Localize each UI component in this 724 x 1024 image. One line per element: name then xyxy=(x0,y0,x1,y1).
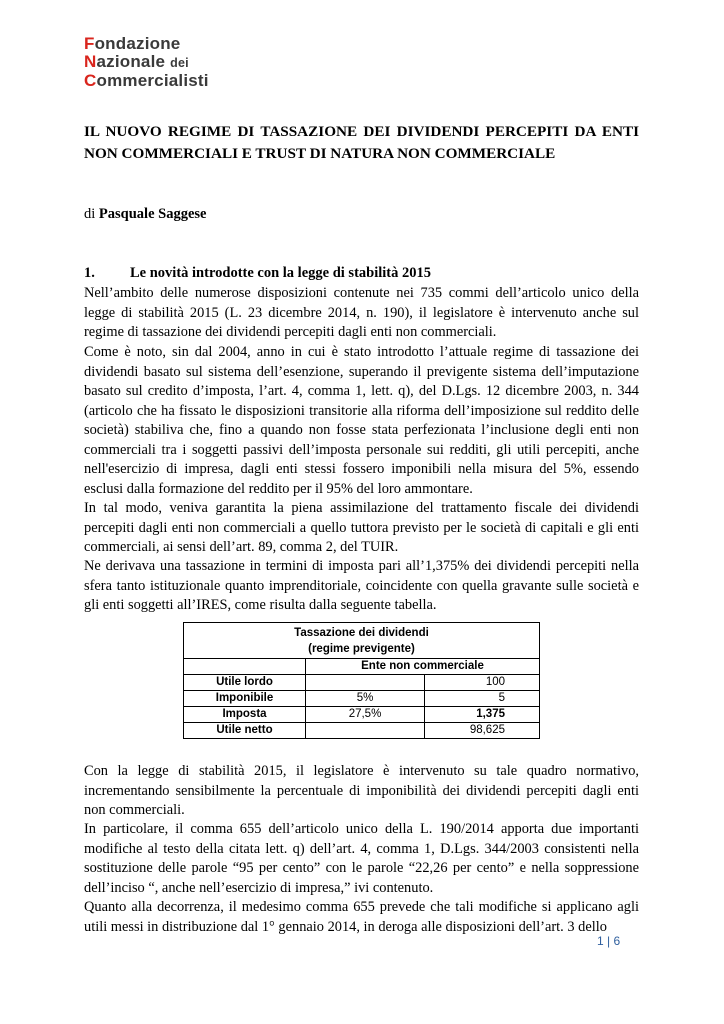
table-header-row xyxy=(184,659,540,675)
table-row: Utile netto 98,625 xyxy=(184,723,540,739)
table-row: Imponibile 5% 5 xyxy=(184,691,540,707)
paragraph: In tal modo, veniva garantita la piena assimilazione del trattamento fiscale dei dividendi percepiti dagli enti non commerciali a quello tuttora previsto per le società di capitali e gli enti commerciali, ai sensi dell’art. 89, comma 2, del TUIR. xyxy=(84,500,639,555)
page-number: 1 | 6 xyxy=(597,934,621,948)
table-title-row xyxy=(184,623,540,659)
table-title: Tassazione dei dividendi (regime previgente) xyxy=(184,623,540,659)
paragraph: Con la legge di stabilità 2015, il legislatore è intervenuto su tale quadro normativo, incrementando sensibilmente la percentuale di imponibilità dei dividendi percepiti dagli enti non commerciali. xyxy=(84,763,639,818)
column-header: Ente non commerciale xyxy=(306,659,540,675)
table-row: Imposta 27,5% 1,375 xyxy=(184,707,540,723)
section-title: Le novità introdotte con la legge di stabilità 2015 xyxy=(130,265,432,281)
section-heading xyxy=(84,265,431,282)
logo-line-2: Nazionale dei xyxy=(84,51,189,71)
logo-line-3: Commercialisti xyxy=(84,71,209,90)
document-title: IL NUOVO REGIME DI TASSAZIONE DEI DIVIDENDI PERCEPITI DA ENTI NON COMMERCIALI E TRUST DI NATURA NON COMMERCIALE xyxy=(84,123,639,162)
paragraph: Come è noto, sin dal 2004, anno in cui è stato introdotto l’attuale regime di tassazione dei dividendi basato sul sistema dell’esenzione, superando il previgente sistema dell’imputazione basato sul credito d’imposta, l’art. 4, comma 1, lett. q), del D.Lgs. 12 dicembre 2003, n. 344 (articolo che ha fissato le disposizioni transitorie alla riforma dell’imposizione sul reddito delle società) stabiliva che, fino a quando non fosse stata perfezionata l’inclusione degli enti non commerciali tra i soggetti passivi dell’imposta personale sui redditi, gli utili percepiti, anche nell'esercizio di impresa, dagli enti stessi fossero imponibili nella misura del 5%, essendo esclusi dalla formazione del reddito per il 95% del loro ammontare. xyxy=(84,344,639,497)
paragraph: Ne derivava una tassazione in termini di imposta pari all’1,375% dei dividendi percepiti nella sfera tanto istituzionale quanto imprenditoriale, coincidente con quella gravante sulle società e gli enti soggetti all’IRES, come risulta dalla seguente tabella. xyxy=(84,558,639,613)
paragraph: In particolare, il comma 655 dell’articolo unico della L. 190/2014 apporta due importanti modifiche al testo della citata lett. q) dell’art. 4, comma 1, D.Lgs. 344/2003 consistenti nella sostituzione delle parole “95 per cento” con le parole “22,26 per cento” e nella soppressione dell’inciso “, anche nell’esercizio di impresa,” ivi contenuto. xyxy=(84,821,639,896)
author-prefix: di xyxy=(84,206,96,222)
tax-table xyxy=(183,622,540,739)
paragraph: Quanto alla decorrenza, il medesimo comma 655 prevede che tali modifiche si applicano agli utili messi in distribuzione dal 1° gennaio 2014, in deroga alle disposizioni dell’art. 3 dello xyxy=(84,899,639,935)
logo-line-1: Fondazione xyxy=(84,34,181,53)
author-line xyxy=(84,206,206,223)
section-number: 1. xyxy=(84,265,95,281)
author-name: Pasquale Saggese xyxy=(98,206,207,222)
paragraph: Nell’ambito delle numerose disposizioni contenute nei 735 commi dell’articolo unico della legge di stabilità 2015 (L. 23 dicembre 2014, n. 190), il legislatore è intervenuto anche sul regime di tassazione dei dividendi percepiti dagli enti non commerciali. xyxy=(84,285,639,340)
foundation-logo xyxy=(84,35,209,90)
table-row: Utile lordo 100 xyxy=(184,675,540,691)
